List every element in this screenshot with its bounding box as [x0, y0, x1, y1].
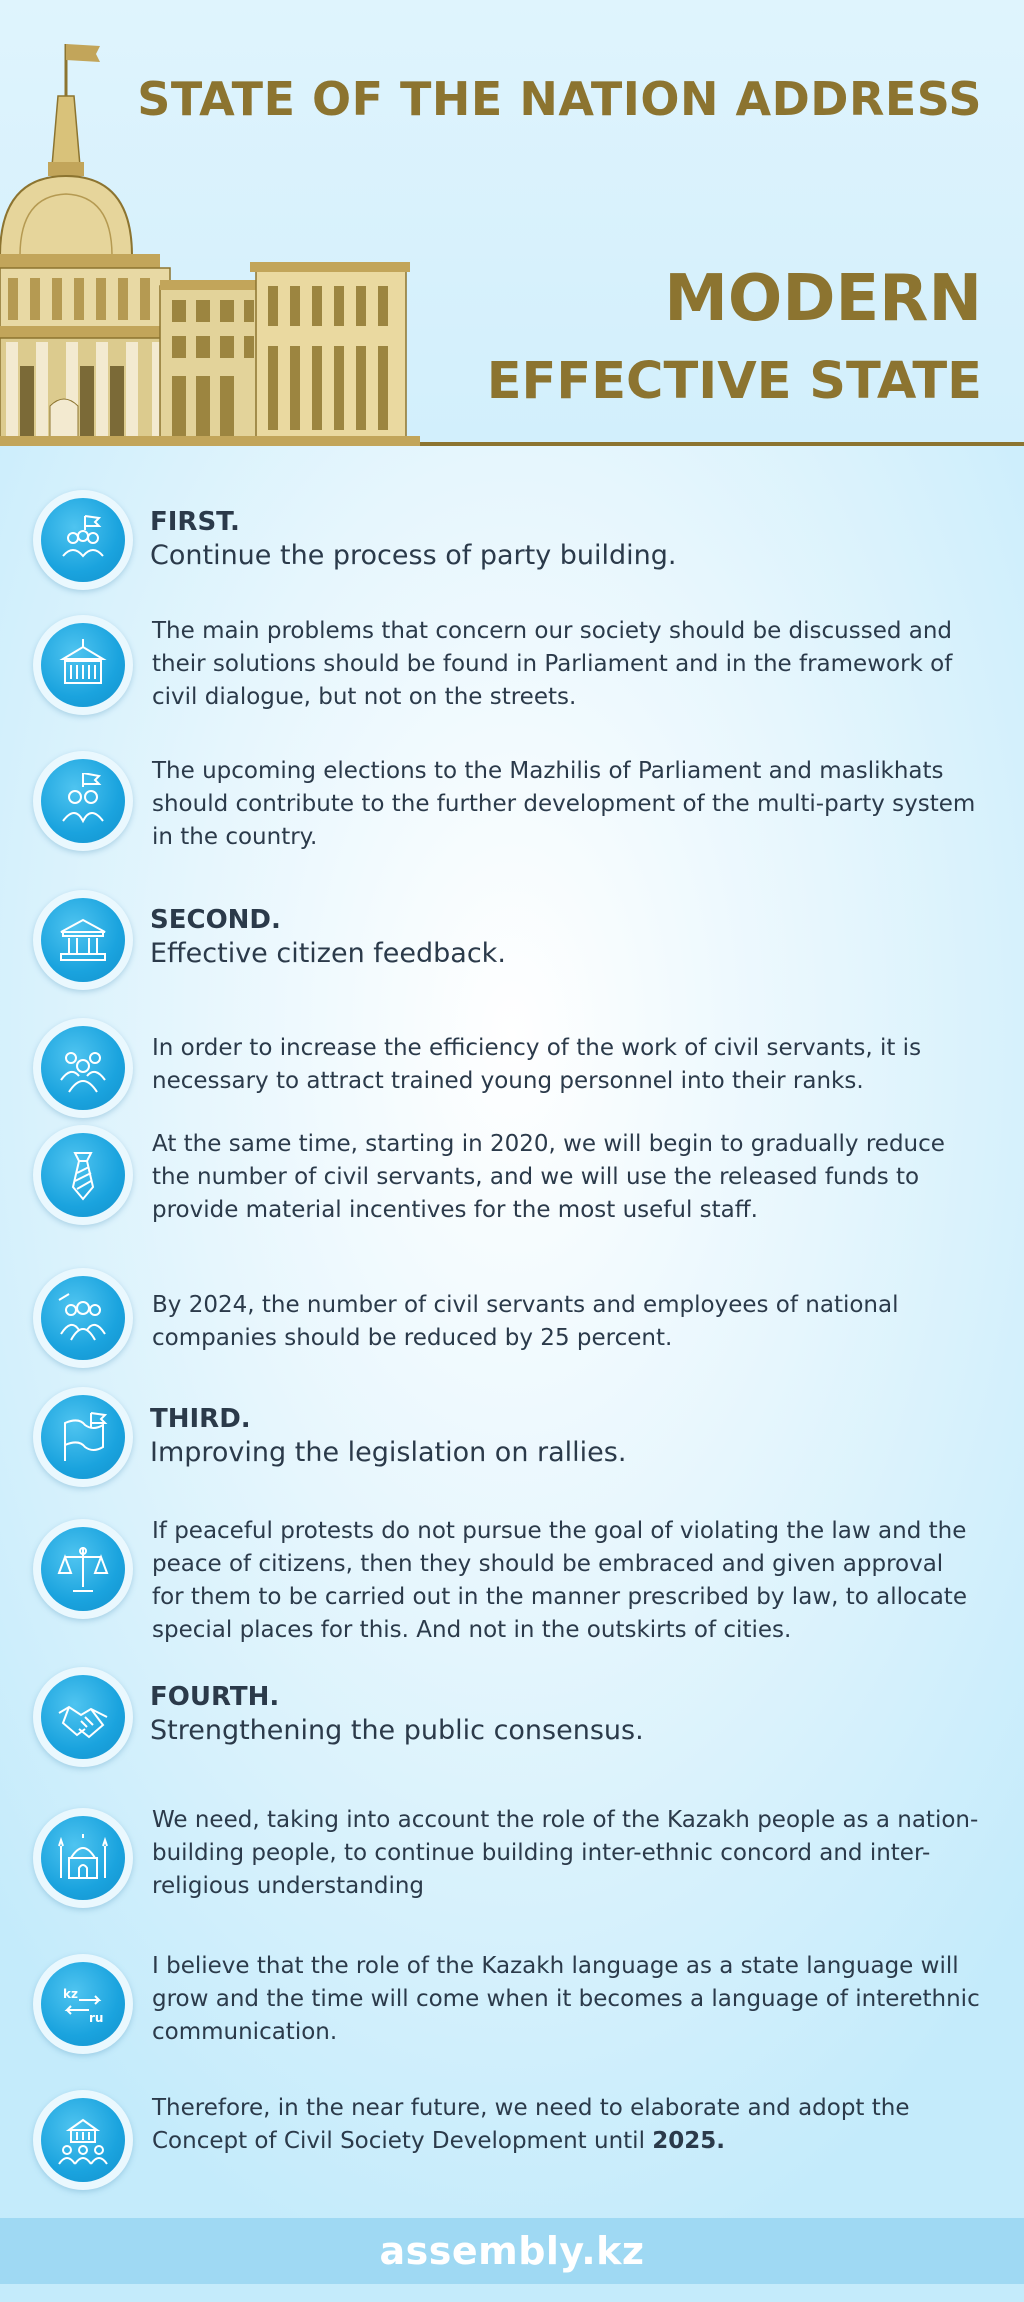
handshake-icon	[33, 1667, 133, 1767]
main-heading: MODERN	[664, 262, 982, 336]
scales-icon	[33, 1519, 133, 1619]
rally-flag-icon	[33, 1387, 133, 1487]
paragraph-text-main: Therefore, in the near future, we need to elaborate and adopt the Concept of Civil Society Development until	[152, 2095, 910, 2154]
mosque-icon	[33, 1808, 133, 1908]
section-label: SECOND.	[150, 905, 281, 935]
employees-group-icon	[33, 1268, 133, 1368]
paragraph-text: At the same time, starting in 2020, we will begin to gradually reduce the number of civil servants, and we will use the released funds to provide material incentives for the most useful staff.	[152, 1131, 945, 1223]
header	[0, 0, 1024, 446]
young-personnel-icon	[33, 1018, 133, 1118]
people-flag-icon	[33, 490, 133, 590]
paragraph-text: By 2024, the number of civil servants and employees of national companies should be reduced by 25 percent.	[152, 1292, 899, 1351]
section-title: Continue the process of party building.	[150, 540, 677, 571]
footer-site-link[interactable]: assembly.kz	[379, 2229, 645, 2273]
voters-flag-icon	[33, 751, 133, 851]
address-title: STATE OF THE NATION ADDRESS	[137, 72, 982, 126]
paragraph-text: I believe that the role of the Kazakh language as a state language will grow and the time will come when it becomes a language of interethnic communication.	[152, 1953, 980, 2045]
section-label: FIRST.	[150, 507, 240, 537]
section-label: THIRD.	[150, 1404, 251, 1434]
paragraph-text: We need, taking into account the role of the Kazakh people as a nation-building people, to continue building inter-ethnic concord and inter-religious understanding	[152, 1807, 979, 1899]
language-exchange-icon	[33, 1954, 133, 2054]
section-title: Improving the legislation on rallies.	[150, 1437, 627, 1468]
paragraph-text: The upcoming elections to the Mazhilis of Parliament and maslikhats should contribute to the further development of the multi-party system in the country.	[152, 758, 976, 850]
paragraph-text	[152, 2092, 982, 2158]
language-label-kz: kz	[63, 1987, 78, 2001]
government-building-icon	[33, 890, 133, 990]
sub-heading: EFFECTIVE STATE	[486, 352, 982, 411]
paragraph-text: In order to increase the efficiency of the work of civil servants, it is necessary to attract trained young personnel into their ranks.	[152, 1035, 922, 1094]
civil-society-icon	[33, 2090, 133, 2190]
section-title: Effective citizen feedback.	[150, 938, 506, 969]
section-title: Strengthening the public consensus.	[150, 1715, 644, 1746]
paragraph-text: The main problems that concern our society should be discussed and their solutions should be found in Parliament and in the framework of civil dialogue, but not on the streets.	[152, 618, 953, 710]
footer	[0, 2218, 1024, 2284]
paragraph-text: If peaceful protests do not pursue the goal of violating the law and the peace of citizens, then they should be embraced and given approval for them to be carried out in the manner prescribed by law, to allocate special places for this. And not in the outskirts of cities.	[152, 1518, 967, 1643]
tie-icon	[33, 1125, 133, 1225]
section-label: FOURTH.	[150, 1682, 280, 1712]
paragraph-text-year: 2025.	[652, 2128, 726, 2154]
language-label-ru: ru	[89, 2011, 104, 2025]
parliament-icon	[33, 615, 133, 715]
